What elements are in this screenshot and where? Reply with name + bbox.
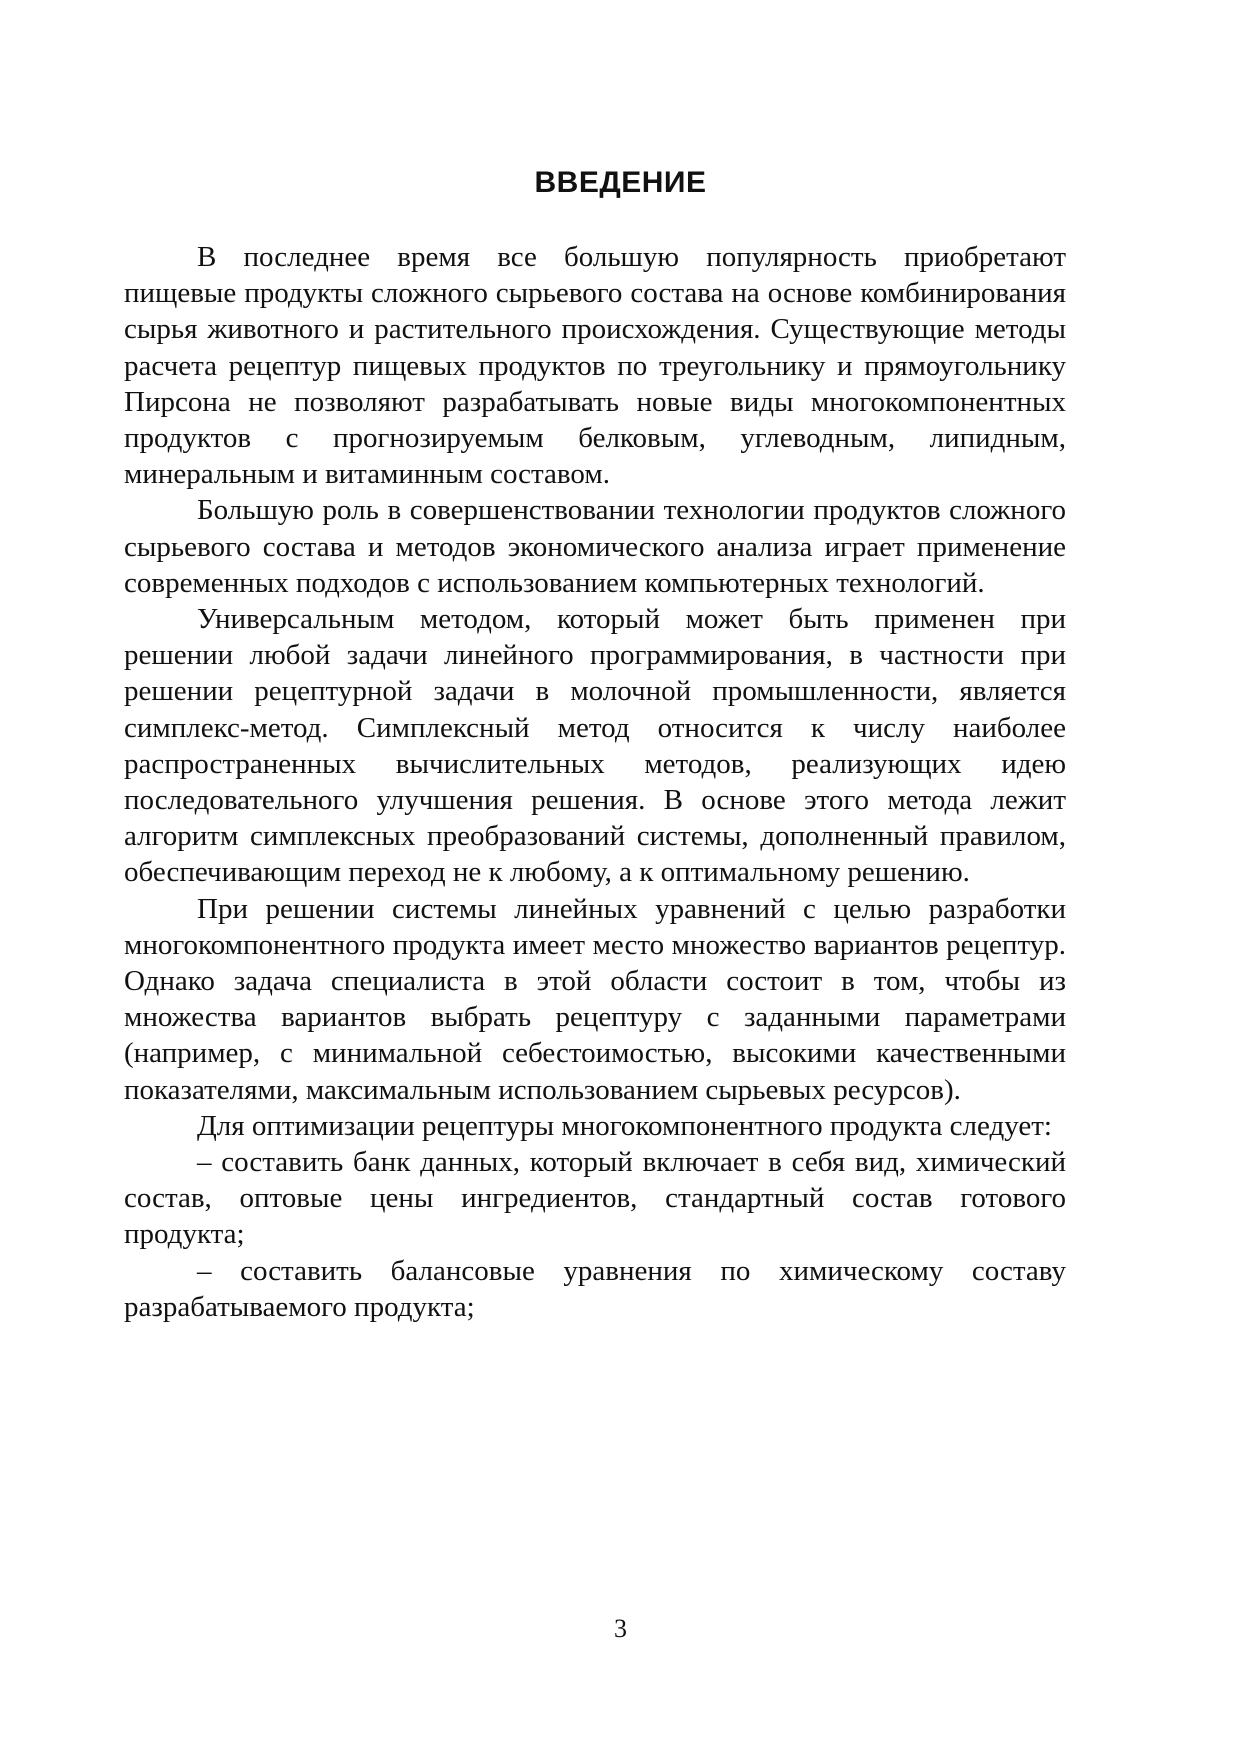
list-item-balance-equations: – составить балансовые уравнения по химическому составу разрабатываемого продукта; [124,1254,1066,1323]
paragraph-role: Большую роль в совершенствовании технологии продуктов сложного сырьевого состава и методов экономического анализа играет применение современных подходов с использованием компьютерных технологий. [124,494,1066,599]
paragraph-intro: В последнее время все большую популярность приобретают пищевые продукты сложного сырьевого состава на основе комбинирования сырья животного и растительного происхождения. Существующие методы расчета рецептур пищевых продуктов по треугольнику и прямоугольнику Пирсона не позволяют разрабатывать новые виды многокомпонентных продуктов с прогнозируемым белковым, углеводным, липидным, минеральным и витаминным составом. [124,241,1066,491]
paragraph-simplex: Универсальным методом, который может быть применен при решении любой задачи линейного программирования, в частности при решении рецептурной задачи в молочной промышленности, является симплекс-метод. Симплексный метод относится к числу наиболее распространенных вычислительных методов, реализующих идею последовательного улучшения решения. В основе этого метода лежит алгоритм симплексных преобразований системы, дополненный правилом, обеспечивающим переход не к любому, а к оптимальному решению. [124,603,1066,889]
paragraph-system: При решении системы линейных уравнений с целью разработки многокомпонентного продукта имеет место множество вариантов рецептур. Однако задача специалиста в этой области состоит в том, чтобы из множества вариантов выбрать рецептуру с заданными параметрами (например, с минимальной себестоимостью, высокими качественными показателями, максимальным использованием сырьевых ресурсов). [124,892,1066,1106]
page-title: ВВЕДЕНИЕ [534,166,707,199]
paragraph-optimization: Для оптимизации рецептуры многокомпонентного продукта следует: [197,1109,1052,1142]
body-text [124,239,1066,1325]
page-number: 3 [614,1614,627,1643]
list-item-data-bank: – составить банк данных, который включает в себя вид, химический состав, оптовые цены ингредиентов, стандартный состав готового продукта; [124,1146,1066,1251]
